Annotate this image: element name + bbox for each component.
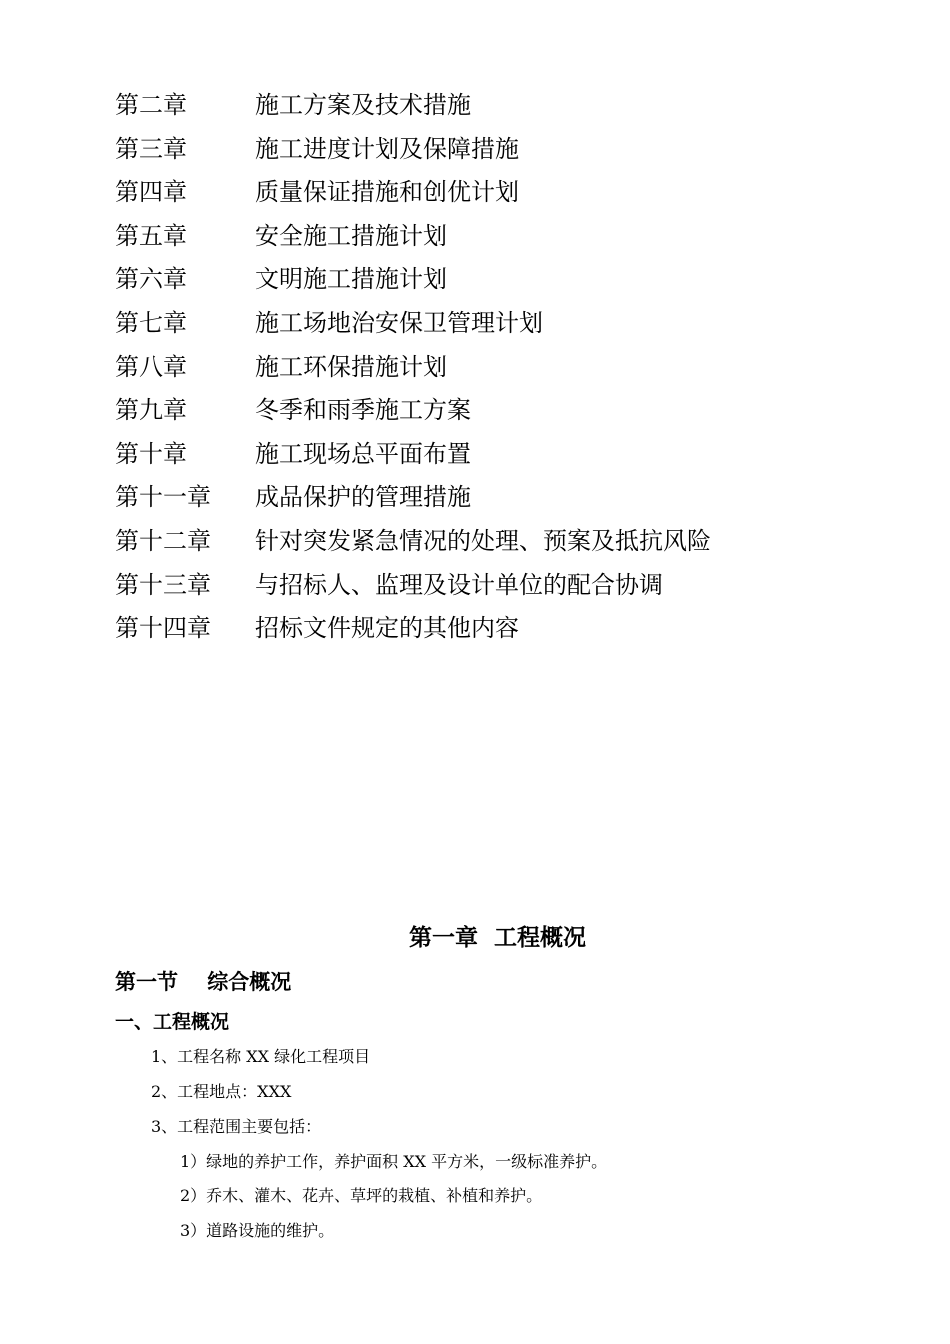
toc-chapter-title: 冬季和雨季施工方案 (255, 396, 471, 425)
toc-chapter-title: 招标文件规定的其他内容 (255, 614, 519, 643)
toc-chapter-title: 施工进度计划及保障措施 (255, 134, 519, 163)
toc-chapter-number: 第十一章 (115, 483, 211, 512)
toc-chapter-number: 第五章 (115, 221, 187, 250)
toc-chapter-title: 质量保证措施和创优计划 (255, 178, 519, 207)
toc-chapter-number: 第十章 (115, 439, 187, 468)
toc-entry (115, 520, 875, 564)
toc-chapter-title: 施工场地治安保卫管理计划 (255, 308, 543, 337)
toc-entry (115, 302, 875, 346)
toc-chapter-number: 第十二章 (115, 526, 211, 555)
toc-entry (115, 346, 875, 390)
toc-chapter-number: 第二章 (115, 91, 187, 119)
toc-entry (115, 433, 875, 477)
toc-entry (115, 84, 875, 128)
section-heading: 第一节 综合概况 (115, 970, 292, 994)
toc-entry (115, 128, 875, 172)
toc-chapter-title: 施工环保措施计划 (255, 352, 447, 381)
list-item: 3、工程范围主要包括： (151, 1117, 322, 1136)
toc-chapter-title: 施工现场总平面布置 (255, 439, 471, 468)
toc-chapter-number: 第十三章 (115, 570, 211, 599)
toc-chapter-title: 成品保护的管理措施 (255, 483, 471, 512)
toc-chapter-title: 针对突发紧急情况的处理、预案及抵抗风险 (255, 526, 711, 555)
toc-entry (115, 476, 875, 520)
toc-entry (115, 171, 875, 215)
table-of-contents (115, 84, 875, 651)
sub-list-item: 1）绿地的养护工作，养护面积 XX 平方米，一级标准养护。 (180, 1152, 608, 1171)
subsection-heading: 一、工程概况 (115, 1011, 230, 1033)
toc-chapter-title: 安全施工措施计划 (255, 221, 447, 250)
sub-list-item: 3）道路设施的维护。 (180, 1221, 335, 1240)
toc-chapter-title: 施工方案及技术措施 (255, 91, 471, 119)
toc-chapter-number: 第三章 (115, 134, 187, 163)
sub-list-item: 2）乔木、灌木、花卉、草坪的栽植、补植和养护。 (180, 1186, 543, 1205)
chapter-heading: 第一章 工程概况 (408, 925, 586, 951)
toc-entry (115, 215, 875, 259)
toc-entry (115, 258, 875, 302)
toc-chapter-number: 第六章 (115, 265, 187, 294)
toc-entry (115, 607, 875, 651)
toc-entry (115, 564, 875, 608)
list-item: 2、工程地点：XXX (151, 1082, 292, 1101)
toc-chapter-number: 第九章 (115, 396, 187, 425)
toc-chapter-title: 与招标人、监理及设计单位的配合协调 (255, 570, 663, 599)
toc-chapter-number: 第八章 (115, 352, 187, 381)
toc-chapter-number: 第七章 (115, 308, 187, 337)
toc-chapter-title: 文明施工措施计划 (255, 265, 447, 294)
toc-chapter-number: 第四章 (115, 178, 187, 207)
toc-entry (115, 389, 875, 433)
toc-chapter-number: 第十四章 (115, 614, 211, 643)
list-item: 1、工程名称 XX 绿化工程项目 (151, 1047, 371, 1066)
